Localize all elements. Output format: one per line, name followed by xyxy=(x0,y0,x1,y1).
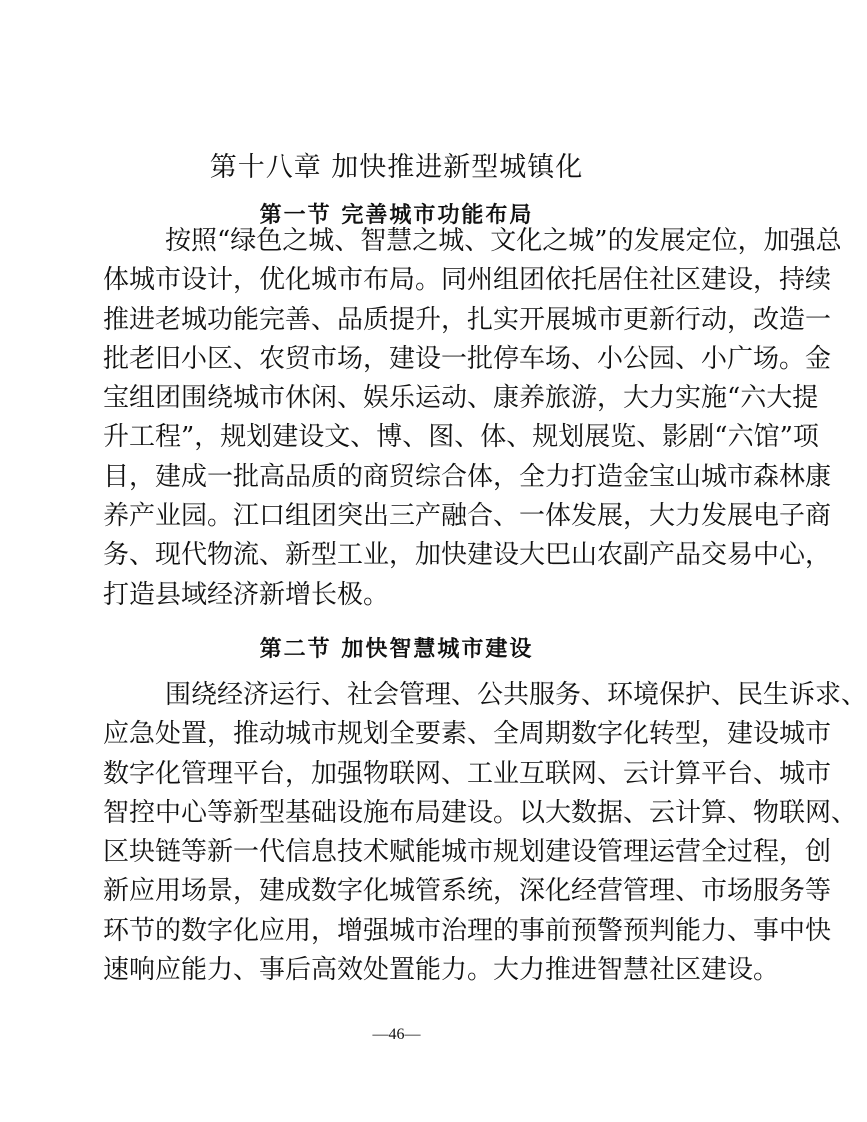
paragraph-line: 宝组团围绕城市休闲、娱乐运动、康养旅游，大力实施“六大提 xyxy=(103,383,819,414)
paragraph-line: 批老旧小区、农贸市场，建设一批停车场、小公园、小广场。金 xyxy=(103,343,832,374)
paragraph-line: 应急处置，推动城市规划全要素、全周期数字化转型，建设城市 xyxy=(103,719,832,750)
paragraph-line: 区块链等新一代信息技术赋能城市规划建设管理运营全过程，创 xyxy=(103,837,832,868)
page-number: —46— xyxy=(372,1026,421,1043)
paragraph-line: 环节的数字化应用，增强城市治理的事前预警预判能力、事中快 xyxy=(103,915,832,946)
paragraph-line: 按照“绿色之城、智慧之城、文化之城”的发展定位，加强总 xyxy=(165,226,842,256)
paragraph-line: 新应用场景，建成数字化城管系统，深化经营管理、市场服务等 xyxy=(103,876,832,907)
paragraph-line: 养产业园。江口组团突出三产融合、一体发展，大力发展电子商 xyxy=(103,501,832,532)
paragraph-line: 务、现代物流、新型工业，加快建设大巴山农副产品交易中心， xyxy=(103,540,832,571)
paragraph-line: 围绕经济运行、社会管理、公共服务、环境保护、民生诉求、 xyxy=(165,680,867,710)
chapter-title: 第十八章 加快推进新型城镇化 xyxy=(209,152,584,183)
paragraph-line: 智控中心等新型基础设施布局建设。以大数据、云计算、物联网、 xyxy=(103,797,858,828)
section-1-heading: 第一节 完善城市功能布局 xyxy=(259,203,534,228)
section-2-paragraph xyxy=(103,676,867,990)
section-1-paragraph xyxy=(103,222,842,615)
paragraph-line: 数字化管理平台，加强物联网、工业互联网、云计算平台、城市 xyxy=(103,758,832,789)
paragraph-line: 速响应能力、事后高效处置能力。大力推进智慧社区建设。 xyxy=(103,955,780,986)
paragraph-line: 升工程”，规划建设文、博、图、体、规划展览、影剧“六馆”项 xyxy=(103,422,819,453)
section-2-heading: 第二节 加快智慧城市建设 xyxy=(259,637,534,662)
paragraph-line: 目，建成一批高品质的商贸综合体，全力打造金宝山城市森林康 xyxy=(103,461,832,492)
paragraph-line: 推进老城功能完善、品质提升，扎实开展城市更新行动，改造一 xyxy=(103,304,832,335)
paragraph-line: 打造县域经济新增长极。 xyxy=(103,579,390,610)
paragraph-line: 体城市设计，优化城市布局。同州组团依托居住社区建设，持续 xyxy=(103,265,832,296)
